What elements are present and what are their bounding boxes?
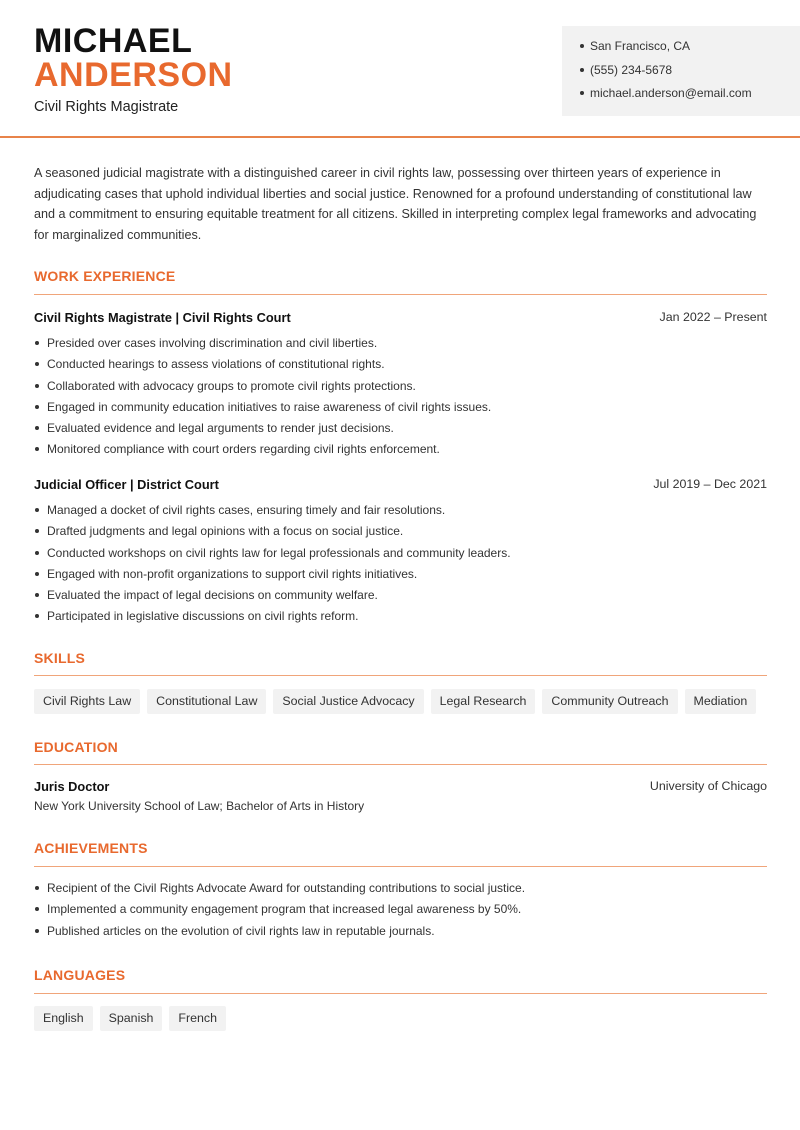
list-item: Monitored compliance with court orders regarding civil rights enforcement. bbox=[34, 440, 767, 461]
job-role: Judicial Officer | District Court bbox=[34, 477, 219, 492]
job-role: Civil Rights Magistrate | Civil Rights Court bbox=[34, 310, 291, 325]
section-title-languages: LANGUAGES bbox=[34, 967, 126, 983]
list-item: Drafted judgments and legal opinions with a focus on social justice. bbox=[34, 522, 767, 543]
contact-location: San Francisco, CA bbox=[580, 37, 800, 61]
list-item: Evaluated the impact of legal decisions on community welfare. bbox=[34, 586, 767, 607]
section-title-skills: SKILLS bbox=[34, 650, 85, 666]
list-item: Collaborated with advocacy groups to promote civil rights protections. bbox=[34, 377, 767, 398]
languages-list bbox=[34, 1006, 226, 1031]
contact-email: michael.anderson@email.com bbox=[580, 84, 800, 108]
job-bullets bbox=[34, 334, 767, 462]
list-item: Implemented a community engagement program that increased legal awareness by 50%. bbox=[34, 900, 767, 921]
list-item: Managed a docket of civil rights cases, ensuring timely and fair resolutions. bbox=[34, 501, 767, 522]
list-item: Recipient of the Civil Rights Advocate Award for outstanding contributions to social justice. bbox=[34, 879, 767, 900]
contact-phone: (555) 234-5678 bbox=[580, 61, 800, 85]
skill-chip: Mediation bbox=[685, 689, 757, 714]
list-item: Evaluated evidence and legal arguments to render just decisions. bbox=[34, 419, 767, 440]
language-chip: French bbox=[169, 1006, 226, 1031]
section-divider bbox=[34, 764, 767, 765]
contact-box bbox=[562, 26, 800, 116]
language-chip: English bbox=[34, 1006, 93, 1031]
first-name: MICHAEL bbox=[34, 22, 193, 60]
education-degree: Juris Doctor bbox=[34, 779, 110, 794]
job-bullets bbox=[34, 501, 767, 629]
skill-chip: Constitutional Law bbox=[147, 689, 266, 714]
job-heading bbox=[34, 477, 767, 492]
education-school: University of Chicago bbox=[649, 779, 767, 793]
education-detail: New York University School of Law; Bachelor of Arts in History bbox=[34, 799, 365, 813]
section-divider bbox=[34, 675, 767, 676]
list-item: Presided over cases involving discrimination and civil liberties. bbox=[34, 334, 767, 355]
section-divider bbox=[34, 866, 767, 867]
list-item: Engaged in community education initiatives to raise awareness of civil rights issues. bbox=[34, 398, 767, 419]
section-divider bbox=[34, 294, 767, 295]
list-item: Conducted workshops on civil rights law for legal professionals and community leaders. bbox=[34, 544, 767, 565]
job-dates: Jul 2019 – Dec 2021 bbox=[653, 477, 767, 491]
last-name: ANDERSON bbox=[34, 56, 233, 94]
skill-chip: Social Justice Advocacy bbox=[273, 689, 423, 714]
skill-chip: Community Outreach bbox=[542, 689, 677, 714]
language-chip: Spanish bbox=[100, 1006, 163, 1031]
section-title-education: EDUCATION bbox=[34, 739, 118, 755]
job-heading bbox=[34, 310, 767, 325]
skill-chip: Civil Rights Law bbox=[34, 689, 140, 714]
list-item: Engaged with non-profit organizations to support civil rights initiatives. bbox=[34, 565, 767, 586]
resume-header bbox=[0, 0, 800, 138]
summary: A seasoned judicial magistrate with a distinguished career in civil rights law, possessing over thirteen years of experience in adjudicating cases that uphold individual liberties and social justice. Renowned for a profound understanding of constitutional law and a commitment to ensuring equitable treatment for all citizens. Skilled in interpreting complex legal frameworks and advocating for marginalized communities. bbox=[34, 166, 757, 242]
job-dates: Jan 2022 – Present bbox=[659, 310, 767, 324]
section-divider bbox=[34, 993, 767, 994]
achievements-list bbox=[34, 879, 767, 943]
skill-chip: Legal Research bbox=[431, 689, 536, 714]
skills-list bbox=[34, 689, 756, 714]
section-title-achievements: ACHIEVEMENTS bbox=[34, 840, 148, 856]
list-item: Participated in legislative discussions on civil rights reform. bbox=[34, 607, 767, 628]
list-item: Published articles on the evolution of civil rights law in reputable journals. bbox=[34, 922, 767, 943]
job-title: Civil Rights Magistrate bbox=[34, 99, 179, 115]
list-item: Conducted hearings to assess violations of constitutional rights. bbox=[34, 355, 767, 376]
section-title-work: WORK EXPERIENCE bbox=[34, 268, 176, 284]
